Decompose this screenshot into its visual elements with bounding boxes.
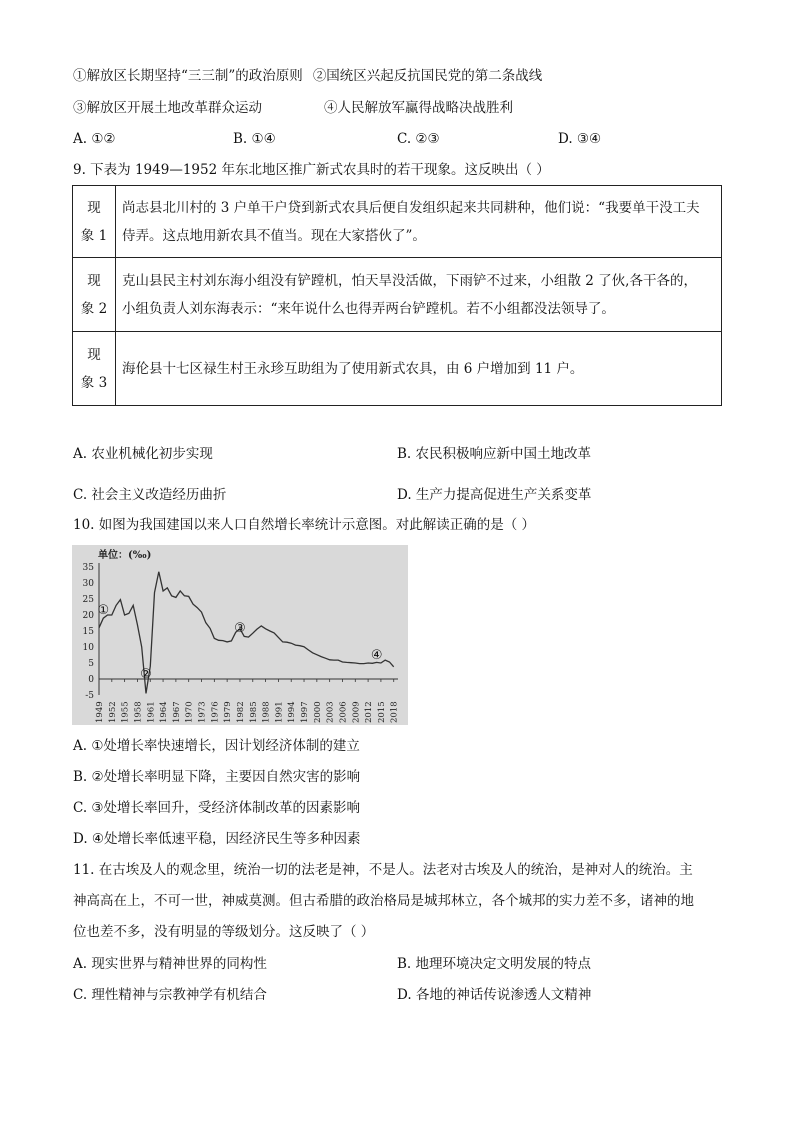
phenomena-table (72, 185, 722, 406)
x-tick-label: 1979 (223, 701, 234, 723)
x-tick-label: 2003 (325, 701, 336, 723)
q10-stem: 10. 如图为我国建国以来人口自然增长率统计示意图。对此解读正确的是（ ） (73, 517, 536, 533)
q8-option-d[interactable]: D. ③④ (558, 131, 602, 147)
q8-items-row2 (73, 98, 262, 118)
q8-option-a[interactable]: A. ①② (73, 131, 116, 147)
x-tick-label: 2009 (351, 701, 362, 723)
q11-option-a[interactable]: A. 现实世界与精神世界的同构性 (73, 956, 267, 972)
x-tick-label: 1973 (197, 701, 208, 723)
table-row (73, 258, 722, 332)
q9-option-b[interactable]: B. 农民积极响应新中国土地改革 (397, 446, 592, 462)
q8-item-4: ④人民解放军赢得战略决战胜利 (324, 100, 513, 116)
row-text: 克山县民主村刘东海小组没有铲蹚机，怕天旱没活做，下雨铲不过来，小组散 2 了伙,各干各的， 小组负责人刘东海表示：“来年说什么也得弄两台铲蹚机。若不小组都没法领导了。 (116, 258, 722, 332)
x-tick-label: 1952 (107, 701, 118, 723)
x-tick-label: 2000 (312, 701, 323, 723)
chart-annotation: ④ (370, 648, 383, 663)
q8-item-1: ①解放区长期坚持“三三制”的政治原则 (73, 68, 303, 84)
q8-item-3: ③解放区开展土地改革群众运动 (73, 100, 262, 116)
q9-stem: 9. 下表为 1949—1952 年东北地区推广新式农具时的若干现象。这反映出（ ） (73, 162, 550, 178)
population-growth-chart (72, 545, 408, 725)
q10-option-d[interactable]: D. ④处增长率低速平稳，因经济民生等多种因素 (73, 831, 361, 847)
q10-option-c[interactable]: C. ③处增长率回升，受经济体制改革的因素影响 (73, 800, 361, 816)
y-tick-label: 25 (82, 595, 94, 605)
x-tick-label: 2015 (376, 701, 387, 723)
y-tick-label: 20 (82, 611, 94, 621)
chart-annotation: ② (140, 667, 152, 683)
x-tick-label: 1976 (210, 701, 221, 723)
q8-item-2: ②国统区兴起反抗国民党的第二条战线 (312, 68, 543, 84)
q8-option-c[interactable]: C. ②③ (397, 131, 440, 147)
table-row (73, 186, 722, 258)
y-tick-label: 0 (88, 675, 94, 685)
q11-line-1: 11. 在古埃及人的观念里，统治一切的法老是神，不是人。法老对古埃及人的统治，是神对人的统治。主 (73, 862, 693, 878)
x-tick-label: 1997 (300, 701, 311, 723)
y-tick-label: 30 (82, 579, 94, 589)
y-tick-label: 10 (82, 643, 94, 653)
chart-annotation: ① (97, 603, 110, 619)
x-tick-label: 2018 (389, 701, 400, 723)
row-text: 海伦县十七区禄生村王永珍互助组为了使用新式农具，由 6 户增加到 11 户。 (116, 332, 722, 406)
x-tick-label: 1967 (171, 701, 182, 723)
x-tick-label: 2006 (338, 701, 349, 723)
chart-annotation: ③ (234, 620, 246, 636)
y-tick-label: 35 (82, 563, 94, 573)
x-tick-label: 1961 (146, 701, 157, 723)
row-label: 现 象 2 (73, 258, 116, 332)
table-row (73, 332, 722, 406)
x-tick-label: 1988 (261, 701, 272, 723)
q10-option-b[interactable]: B. ②处增长率明显下降，主要因自然灾害的影响 (73, 769, 361, 785)
x-tick-label: 1949 (95, 701, 105, 723)
x-tick-label: 1985 (248, 701, 259, 723)
q8-items-row1 (73, 66, 542, 86)
x-tick-label: 1991 (274, 701, 285, 723)
q9-option-c[interactable]: C. 社会主义改造经历曲折 (73, 487, 227, 503)
x-tick-label: 1970 (184, 701, 195, 723)
q11-line-3: 位也差不多，没有明显的等级划分。这反映了（ ） (73, 924, 375, 940)
row-label: 现 象 1 (73, 186, 116, 258)
x-tick-label: 2012 (364, 701, 375, 723)
x-tick-label: 1964 (159, 701, 170, 723)
q11-line-2: 神高高在上，不可一世，神威莫测。但古希腊的政治格局是城邦林立，各个城邦的实力差不多，诸神的地 (73, 893, 694, 909)
y-tick-label: -5 (85, 691, 94, 701)
x-tick-label: 1958 (133, 701, 144, 723)
x-tick-label: 1982 (235, 701, 246, 723)
chart-svg (72, 545, 408, 725)
y-tick-label: 5 (88, 659, 94, 669)
x-tick-label: 1955 (120, 701, 131, 723)
chart-unit-label: 单位：(‰) (98, 550, 152, 561)
q9-option-a[interactable]: A. 农业机械化初步实现 (73, 446, 213, 462)
y-tick-label: 15 (82, 627, 94, 637)
q8-option-b[interactable]: B. ①④ (233, 131, 276, 147)
row-label: 现 象 3 (73, 332, 116, 406)
q9-option-d[interactable]: D. 生产力提高促进生产关系变革 (397, 487, 592, 503)
x-tick-label: 1994 (287, 701, 298, 723)
q10-option-a[interactable]: A. ①处增长率快速增长，因计划经济体制的建立 (73, 738, 360, 754)
row-text: 尚志县北川村的 3 户单干户贷到新式农具后便自发组织起来共同耕种，他们说：“我要单干没工夫 侍弄。这点地用新农具不值当。现在大家搭伙了”。 (116, 186, 722, 258)
q11-option-c[interactable]: C. 理性精神与宗教神学有机结合 (73, 987, 267, 1003)
q11-option-b[interactable]: B. 地理环境决定文明发展的特点 (397, 956, 592, 972)
q11-option-d[interactable]: D. 各地的神话传说渗透人文精神 (397, 987, 592, 1003)
